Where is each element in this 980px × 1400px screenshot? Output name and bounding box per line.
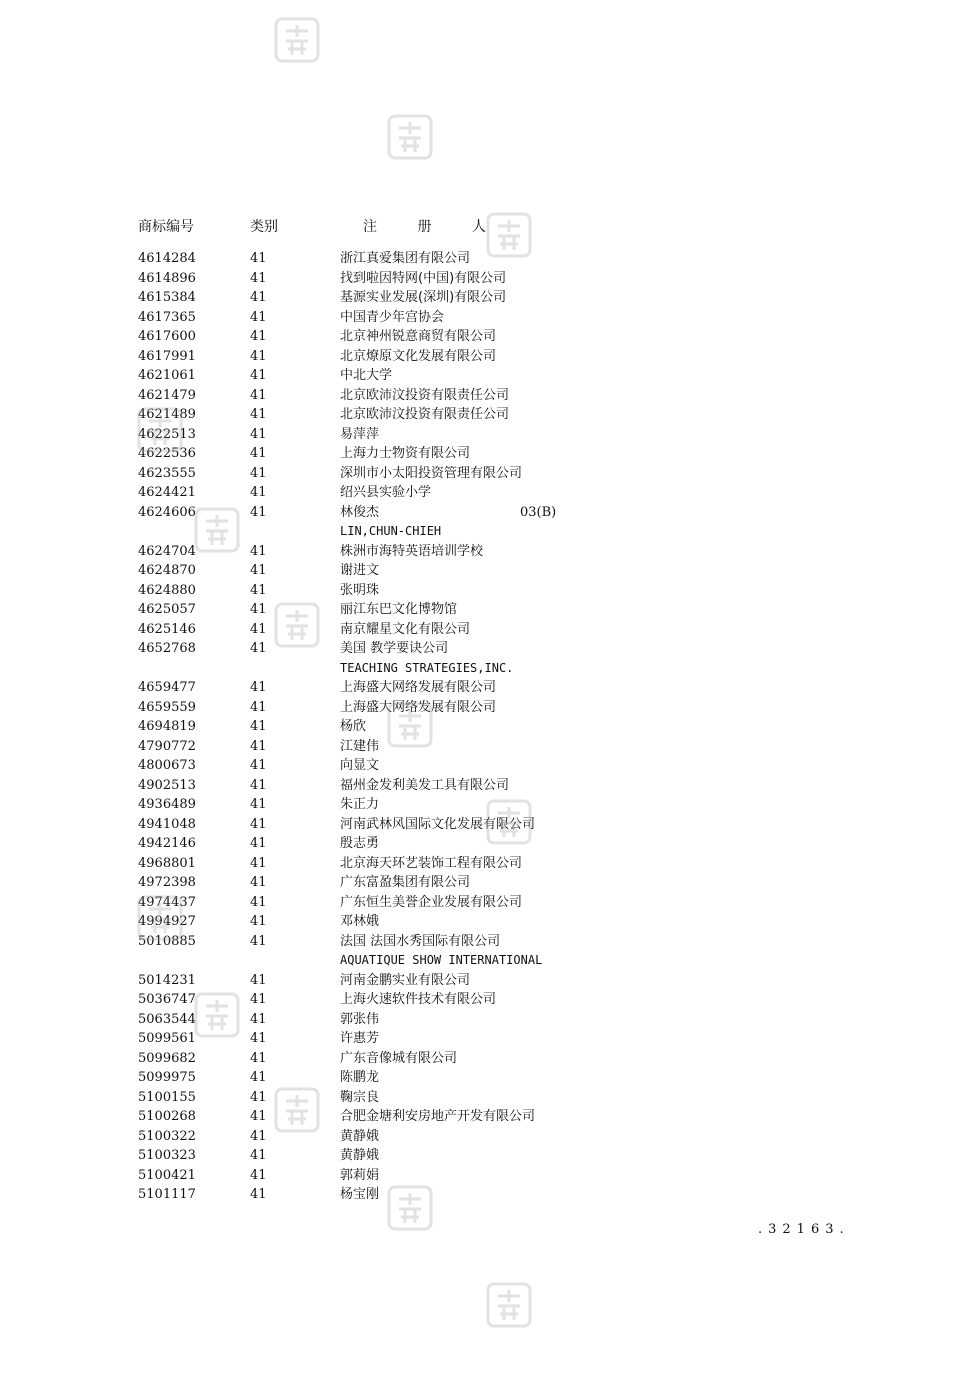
- registrant-name: 中国青少年宫协会: [340, 309, 445, 325]
- registrant-name: 杨宝刚: [340, 1187, 380, 1202]
- trademark-list: [0, 249, 980, 1205]
- registrant-name: 中北大学: [340, 368, 393, 383]
- trademark-number: 4694819: [138, 719, 196, 734]
- registrant-name: 许惠芳: [340, 1031, 380, 1046]
- registrant-name: 上海盛大网络发展有限公司: [340, 699, 497, 715]
- trademark-number: 4617365: [138, 309, 196, 325]
- trademark-class: 41: [250, 485, 267, 500]
- registrant-name: 张明珠: [340, 582, 380, 598]
- registrant-name: 丽江东巴文化博物馆: [340, 602, 458, 617]
- trademark-class: 41: [250, 1050, 267, 1066]
- trademark-class: 41: [250, 641, 267, 656]
- trademark-class: 41: [250, 680, 267, 695]
- trademark-class: 41: [250, 387, 267, 403]
- trademark-class: 41: [250, 465, 267, 481]
- trademark-class: 41: [250, 446, 267, 461]
- trademark-class: 41: [250, 1089, 267, 1105]
- trademark-class: 41: [250, 1167, 267, 1183]
- trademark-number: 4622513: [138, 426, 196, 442]
- table-row: [0, 1127, 980, 1147]
- trademark-class: 41: [250, 1148, 267, 1163]
- table-row: [0, 308, 980, 328]
- trademark-number: 5100268: [138, 1109, 196, 1124]
- registrant-name: 黄静娥: [340, 1148, 380, 1163]
- trademark-class: 41: [250, 426, 267, 442]
- trademark-number: 5099682: [138, 1050, 196, 1066]
- trademark-number: 5100322: [138, 1128, 196, 1144]
- table-row: [0, 678, 980, 698]
- trademark-number: 4625146: [138, 621, 196, 637]
- registrant-name: 陈鹏龙: [340, 1070, 380, 1085]
- watermark-stamp-icon: [484, 797, 534, 847]
- trademark-number: 4800673: [138, 758, 196, 773]
- registrant-name: 广东音像城有限公司: [340, 1050, 458, 1066]
- trademark-number: 4652768: [138, 641, 196, 656]
- registrant-name: 找到啦因特网(中国)有限公司: [340, 270, 507, 286]
- registrant-name: 北京燎原文化发展有限公司: [340, 348, 497, 364]
- registrant-name: 株洲市海特英语培训学校: [340, 543, 484, 559]
- trademark-class: 41: [250, 251, 267, 266]
- watermark-stamp-icon: [135, 893, 185, 943]
- registrant-name: 北京神州锐意商贸有限公司: [340, 329, 497, 344]
- watermark-stamp-icon: [385, 112, 435, 162]
- table-row: [0, 854, 980, 874]
- registrant-name: 基源实业发展(深圳)有限公司: [340, 290, 507, 305]
- table-row: [0, 1088, 980, 1108]
- table-row: [0, 698, 980, 718]
- registrant-name: 深圳市小太阳投资管理有限公司: [340, 465, 523, 481]
- registrant-name: TEACHING STRATEGIES,INC.: [340, 660, 514, 675]
- registrant-name: 美国 教学要诀公司: [340, 641, 449, 656]
- table-row: [0, 756, 980, 776]
- registrant-note: 03(B): [520, 504, 557, 520]
- trademark-number: 4936489: [138, 797, 196, 812]
- trademark-number: 4621479: [138, 387, 196, 403]
- page-number: .32163.: [758, 1222, 850, 1237]
- registrant-name: 广东恒生美誉企业发展有限公司: [340, 894, 523, 910]
- table-row: [0, 269, 980, 289]
- table-row: [0, 1068, 980, 1088]
- registrant-name: 北京欧沛汶投资有限责任公司: [340, 407, 510, 422]
- trademark-number: 4624870: [138, 563, 196, 578]
- watermark-stamp-icon: [135, 405, 185, 455]
- trademark-number: 4968801: [138, 855, 196, 871]
- registrant-name: 邓林娥: [340, 914, 380, 929]
- trademark-class: 41: [250, 407, 267, 422]
- table-row: [0, 776, 980, 796]
- watermark-stamp-icon: [272, 15, 322, 65]
- table-row: [0, 717, 980, 737]
- table-row: [0, 1166, 980, 1186]
- table-row-continuation: [0, 522, 980, 542]
- trademark-class: 41: [250, 563, 267, 578]
- trademark-class: 41: [250, 270, 267, 286]
- trademark-class: 41: [250, 758, 267, 773]
- trademark-number: 5099975: [138, 1070, 196, 1085]
- watermark-stamp-icon: [484, 1280, 534, 1330]
- trademark-number: 5010885: [138, 933, 196, 949]
- column-header-class: 类别: [250, 219, 278, 235]
- trademark-number: 4941048: [138, 816, 196, 832]
- trademark-number: 4972398: [138, 875, 196, 890]
- trademark-number: 4659477: [138, 680, 196, 695]
- trademark-number: 4659559: [138, 699, 196, 715]
- registrant-name: 绍兴县实验小学: [340, 485, 432, 500]
- watermark-stamp-icon: [272, 1085, 322, 1135]
- trademark-class: 41: [250, 699, 267, 715]
- trademark-number: 4624704: [138, 543, 196, 559]
- trademark-number: 5099561: [138, 1031, 196, 1046]
- trademark-number: 4621489: [138, 407, 196, 422]
- trademark-class: 41: [250, 914, 267, 929]
- trademark-class: 41: [250, 933, 267, 949]
- registrant-name: 易萍萍: [340, 426, 380, 442]
- table-row: [0, 1010, 980, 1030]
- trademark-number: 4614284: [138, 251, 196, 266]
- registrant-name: 江建伟: [340, 738, 380, 754]
- trademark-number: 4621061: [138, 368, 196, 383]
- table-row: [0, 620, 980, 640]
- table-row: [0, 327, 980, 347]
- trademark-number: 4617600: [138, 329, 196, 344]
- table-row: [0, 581, 980, 601]
- registrant-name: 河南金鹏实业有限公司: [340, 972, 471, 988]
- table-row: [0, 1029, 980, 1049]
- trademark-class: 41: [250, 621, 267, 637]
- trademark-class: 41: [250, 1011, 267, 1027]
- table-row: [0, 1185, 980, 1205]
- registrant-name: 上海火速软件技术有限公司: [340, 992, 497, 1007]
- trademark-class: 41: [250, 719, 267, 734]
- trademark-class: 41: [250, 348, 267, 364]
- registrant-name: 谢进文: [340, 563, 380, 578]
- trademark-number: 4614896: [138, 270, 196, 286]
- watermark-stamp-icon: [385, 700, 435, 750]
- registrant-name: 鞠宗良: [340, 1089, 380, 1105]
- table-row: [0, 639, 980, 659]
- watermark-stamp-icon: [385, 1183, 435, 1233]
- registrant-name: 上海盛大网络发展有限公司: [340, 680, 497, 695]
- trademark-class: 41: [250, 836, 267, 851]
- trademark-class: 41: [250, 309, 267, 325]
- trademark-class: 41: [250, 582, 267, 598]
- registrant-name: 南京耀星文化有限公司: [340, 621, 471, 637]
- trademark-number: 4942146: [138, 836, 196, 851]
- registrant-name: 林俊杰: [340, 504, 380, 520]
- trademark-number: 5063544: [138, 1011, 196, 1027]
- trademark-class: 41: [250, 290, 267, 305]
- trademark-class: 41: [250, 797, 267, 812]
- registrant-name: 法国 法国水秀国际有限公司: [340, 933, 501, 949]
- trademark-class: 41: [250, 329, 267, 344]
- table-row: [0, 386, 980, 406]
- registrant-name: 福州金发利美发工具有限公司: [340, 777, 510, 793]
- trademark-class: 41: [250, 1187, 267, 1202]
- trademark-class: 41: [250, 1109, 267, 1124]
- trademark-class: 41: [250, 738, 267, 754]
- table-row: [0, 503, 980, 523]
- table-row: [0, 288, 980, 308]
- trademark-class: 41: [250, 504, 267, 520]
- trademark-class: 41: [250, 972, 267, 988]
- column-header-registrant: 注 册 人: [363, 219, 504, 235]
- trademark-class: 41: [250, 894, 267, 910]
- trademark-class: 41: [250, 777, 267, 793]
- trademark-number: 4994927: [138, 914, 196, 929]
- watermark-stamp-icon: [192, 990, 242, 1040]
- table-row: [0, 600, 980, 620]
- trademark-number: 4617991: [138, 348, 196, 364]
- table-row: [0, 483, 980, 503]
- trademark-number: 4790772: [138, 738, 196, 754]
- table-row: [0, 971, 980, 991]
- registrant-name: 郭莉娟: [340, 1167, 380, 1183]
- table-row: [0, 1049, 980, 1069]
- registrant-name: 河南武林风国际文化发展有限公司: [340, 816, 536, 832]
- table-row: [0, 873, 980, 893]
- registrant-name: 合肥金塘利安房地产开发有限公司: [340, 1109, 536, 1124]
- table-row-continuation: [0, 659, 980, 679]
- trademark-class: 41: [250, 543, 267, 559]
- table-row: [0, 737, 980, 757]
- trademark-number: 5014231: [138, 972, 196, 988]
- registrant-name: 郭张伟: [340, 1011, 380, 1027]
- trademark-number: 4624421: [138, 485, 196, 500]
- registrant-name: 上海力士物资有限公司: [340, 446, 471, 461]
- table-row: [0, 561, 980, 581]
- registrant-name: 北京欧沛汶投资有限责任公司: [340, 387, 510, 403]
- trademark-number: 5100323: [138, 1148, 196, 1163]
- trademark-class: 41: [250, 1031, 267, 1046]
- column-header-number: 商标编号: [138, 219, 194, 235]
- registrant-name: 黄静娥: [340, 1128, 380, 1144]
- trademark-number: 5036747: [138, 992, 196, 1007]
- trademark-number: 4622536: [138, 446, 196, 461]
- trademark-number: 5100421: [138, 1167, 196, 1183]
- table-row: [0, 990, 980, 1010]
- trademark-class: 41: [250, 855, 267, 871]
- trademark-class: 41: [250, 1128, 267, 1144]
- watermark-stamp-icon: [484, 210, 534, 260]
- registrant-name: 浙江真爱集团有限公司: [340, 251, 471, 266]
- trademark-class: 41: [250, 875, 267, 890]
- watermark-stamp-icon: [192, 505, 242, 555]
- table-row: [0, 347, 980, 367]
- trademark-number: 4974437: [138, 894, 196, 910]
- table-row-continuation: [0, 951, 980, 971]
- trademark-number: 5101117: [138, 1187, 196, 1202]
- trademark-class: 41: [250, 816, 267, 832]
- registrant-name: LIN,CHUN-CHIEH: [340, 524, 442, 538]
- trademark-class: 41: [250, 368, 267, 383]
- registrant-name: 杨欣: [340, 719, 367, 734]
- table-row: [0, 1107, 980, 1127]
- registrant-name: 朱正力: [340, 797, 380, 812]
- trademark-number: 4623555: [138, 465, 196, 481]
- registrant-name: 广东富盈集团有限公司: [340, 875, 471, 890]
- registrant-name: 向显文: [340, 758, 380, 773]
- trademark-number: 4902513: [138, 777, 196, 793]
- registrant-name: AQUATIQUE SHOW INTERNATIONAL: [340, 953, 543, 967]
- trademark-number: 4624606: [138, 504, 196, 520]
- table-row: [0, 464, 980, 484]
- registrant-name: 殷志勇: [340, 836, 380, 851]
- trademark-class: 41: [250, 992, 267, 1007]
- table-row: [0, 366, 980, 386]
- watermark-stamp-icon: [272, 600, 322, 650]
- trademark-class: 41: [250, 602, 267, 617]
- trademark-number: 4625057: [138, 602, 196, 617]
- trademark-number: 4624880: [138, 582, 196, 598]
- table-row: [0, 542, 980, 562]
- table-row: [0, 1146, 980, 1166]
- trademark-number: 4615384: [138, 290, 196, 305]
- registrant-name: 北京海天环艺装饰工程有限公司: [340, 855, 523, 871]
- trademark-number: 5100155: [138, 1089, 196, 1105]
- trademark-class: 41: [250, 1070, 267, 1085]
